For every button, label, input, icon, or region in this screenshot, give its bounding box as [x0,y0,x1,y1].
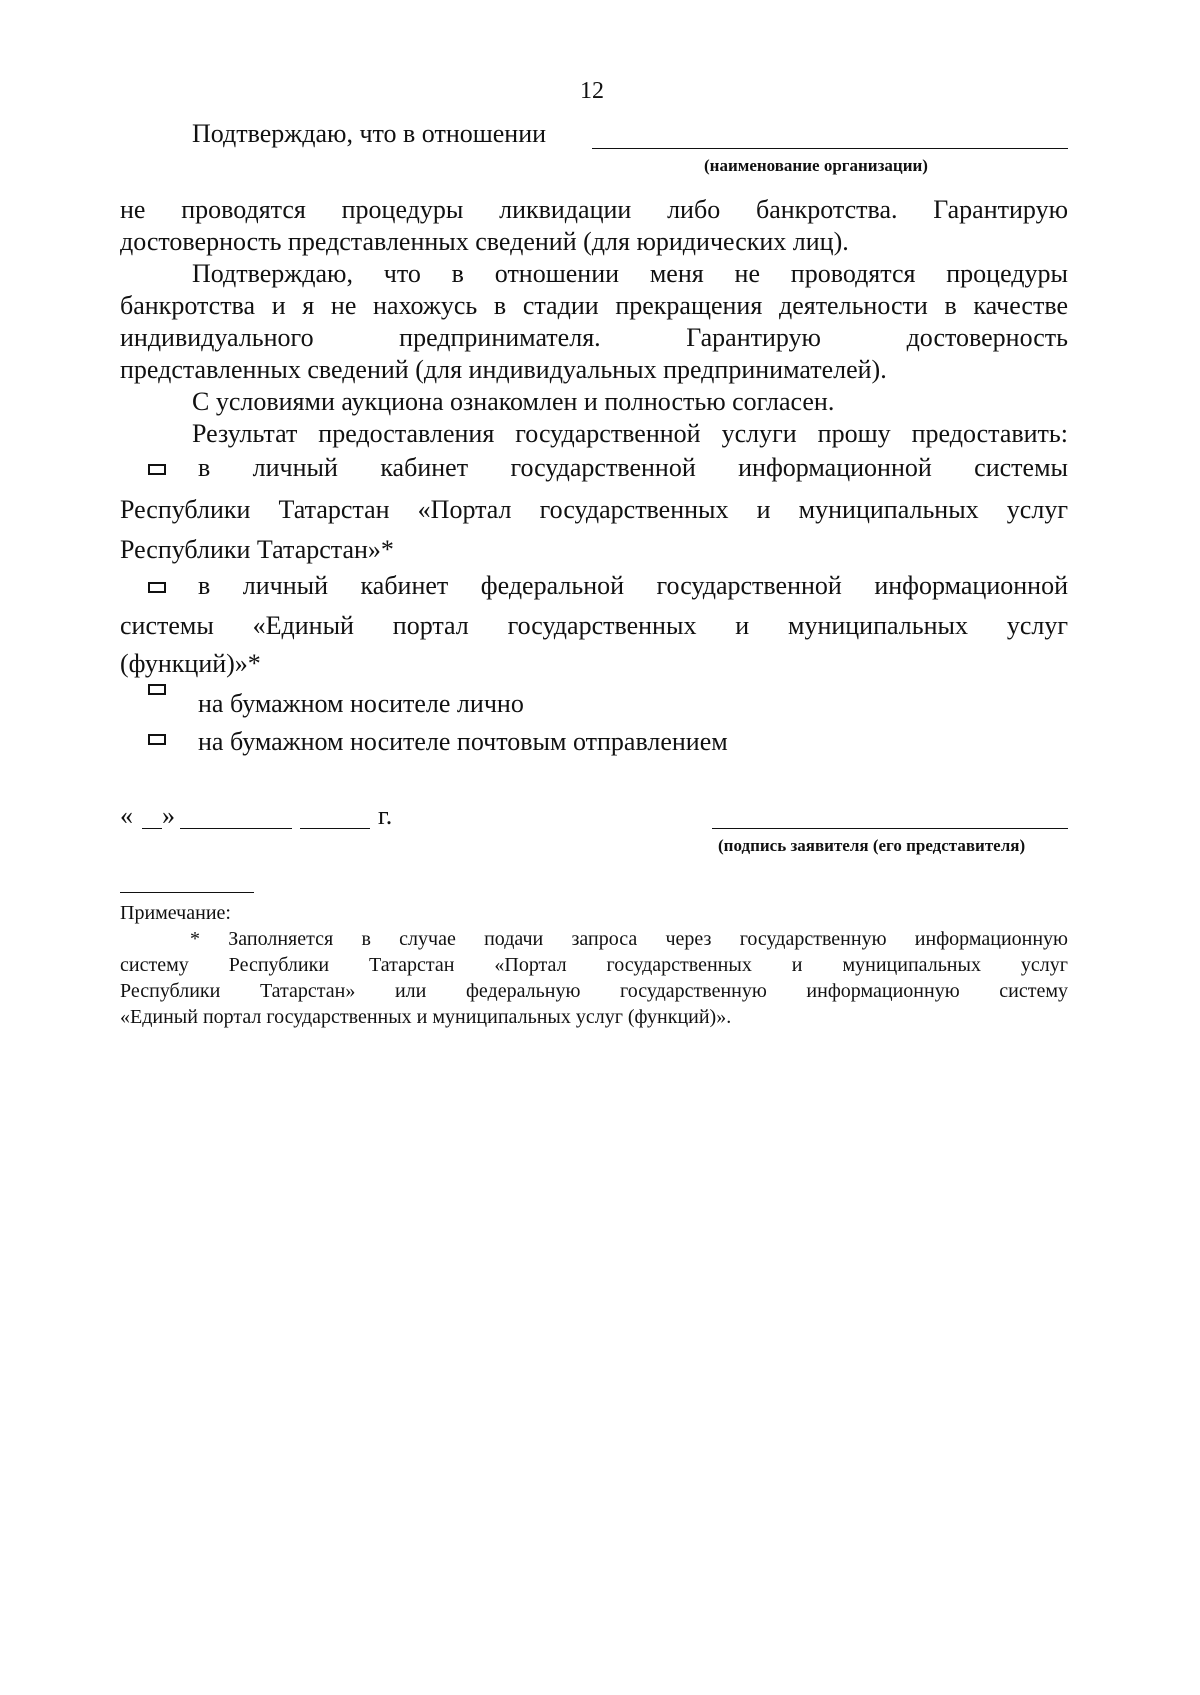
paragraph-ip-line-4: представленных сведений (для индивидуальных предпринимателей). [120,355,887,384]
paragraph-ip-line-2: банкротства и я не нахожусь в стадии прекращения деятельности в качестве [120,291,1068,320]
signature-field[interactable] [712,828,1068,829]
date-year-field[interactable] [300,828,370,829]
option-paper-mail-label: на бумажном носителе почтовым отправлением [198,727,728,756]
paragraph-org-line-1: не проводятся процедуры ликвидации либо банкротства. Гарантирую [120,195,1068,224]
option-portal-rt-checkbox[interactable] [148,464,166,475]
signature-caption: (подпись заявителя (его представителя) [718,836,1026,855]
confirm-org-lead: Подтверждаю, что в отношении [192,119,547,148]
page-number: 12 [580,78,604,104]
paragraph-ip-line-3: индивидуального предпринимателя. Гарантирую достоверность [120,323,1068,352]
date-month-field[interactable] [180,828,292,829]
date-open-quote: « [120,801,133,830]
note-line-1: * Заполняется в случае подачи запроса через государственную информационную [190,928,1068,950]
option-paper-mail-checkbox[interactable] [148,734,166,745]
result-request: Результат предоставления государственной услуги прошу предоставить: [192,419,1068,448]
paragraph-org-line-2: достоверность представленных сведений (для юридических лиц). [120,227,849,256]
auction-consent: С условиями аукциона ознакомлен и полностью согласен. [192,387,835,416]
note-line-2: систему Республики Татарстан «Портал государственных и муниципальных услуг [120,954,1068,976]
paragraph-ip-line-1: Подтверждаю, что в отношении меня не проводятся процедуры [192,259,1068,288]
organization-name-field[interactable] [592,148,1068,149]
note-line-3: Республики Татарстан» или федеральную государственную информационную систему [120,980,1068,1002]
option-epgu-checkbox[interactable] [148,582,166,593]
option-epgu-line-3: (функций)»* [120,649,261,678]
note-line-4: «Единый портал государственных и муниципальных услуг (функций)». [120,1006,732,1028]
option-paper-personal-checkbox[interactable] [148,684,166,695]
footnote-separator [120,892,254,893]
note-heading: Примечание: [120,902,231,924]
option-epgu-line-1: в личный кабинет федеральной государственной информационной [198,571,1068,600]
date-year-suffix: г. [378,801,393,830]
option-paper-personal-label: на бумажном носителе лично [198,689,524,718]
date-close-quote: » [162,801,175,830]
date-day-field[interactable] [142,828,162,829]
option-portal-rt-line-1: в личный кабинет государственной информационной системы [198,453,1068,482]
option-epgu-line-2: системы «Единый портал государственных и муниципальных услуг [120,611,1068,640]
organization-name-caption: (наименование организации) [704,156,928,175]
option-portal-rt-line-3: Республики Татарстан»* [120,535,394,564]
option-portal-rt-line-2: Республики Татарстан «Портал государственных и муниципальных услуг [120,495,1068,524]
